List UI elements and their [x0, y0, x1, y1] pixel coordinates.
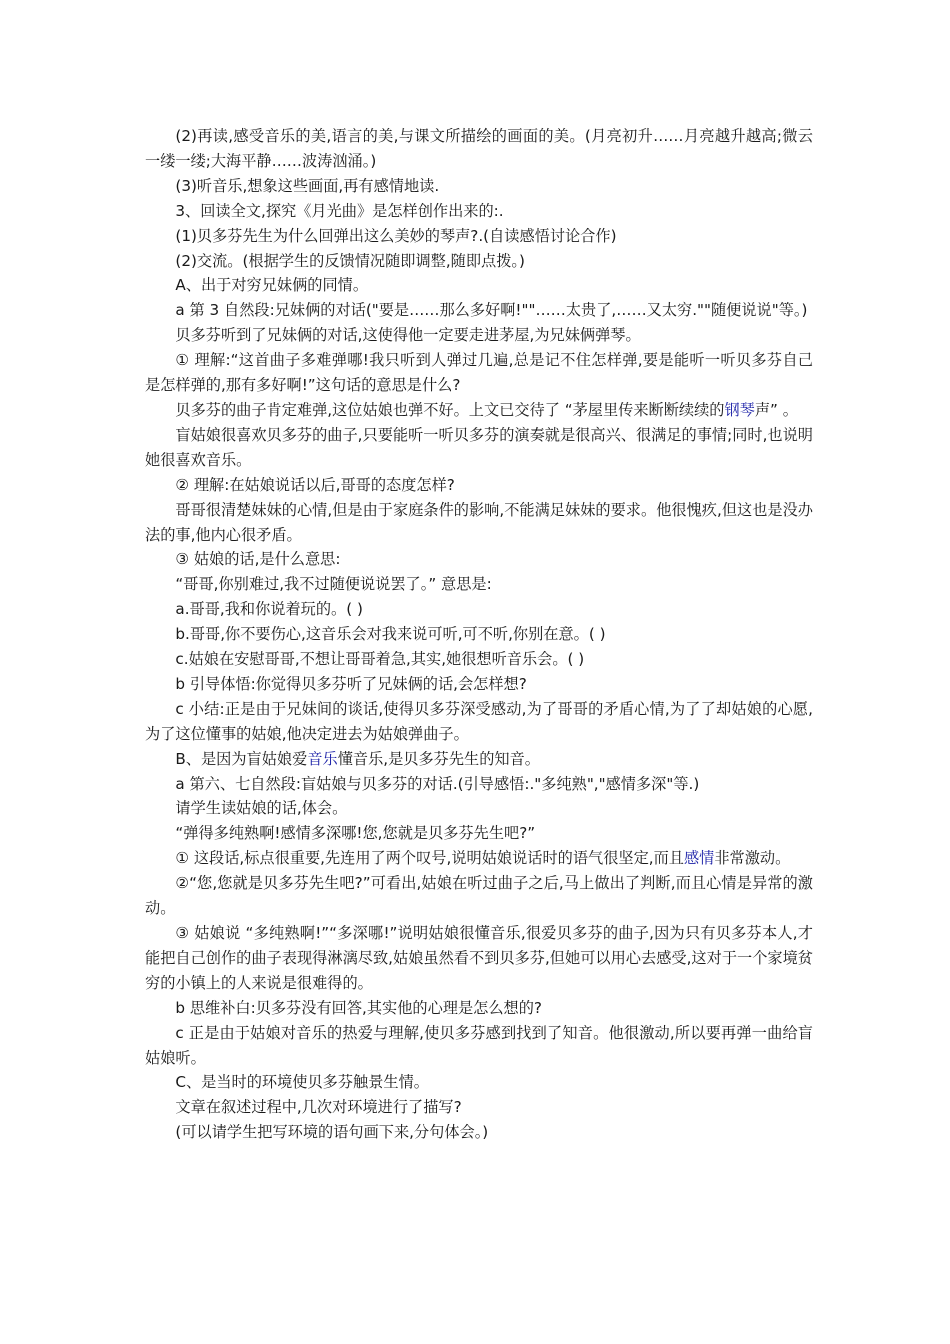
paragraph: 盲姑娘很喜欢贝多芬的曲子,只要能听一听贝多芬的演奏就是很高兴、很满足的事情;同时,也说明她很喜欢音乐。: [145, 425, 813, 469]
paragraph: (1)贝多芬先生为什么回弹出这么美妙的琴声?.(自读感悟讨论合作): [175, 226, 617, 245]
keyword-link[interactable]: 音乐: [307, 749, 338, 768]
paragraph: A、出于对穷兄妹俩的同情。: [175, 276, 369, 295]
paragraph-text: ① 这段话,标点很重要,先连用了两个叹号,说明姑娘说话时的语气很坚定,而且: [175, 849, 684, 868]
paragraph: “弹得多纯熟啊!感情多深哪!您,您就是贝多芬先生吧?”: [175, 824, 536, 843]
paragraph-text: 懂音乐,是贝多芬先生的知音。: [337, 749, 540, 768]
paragraph: (2)再读,感受音乐的美,语言的美,与课文所描绘的画面的美。(月亮初升……月亮越升越高;微云一缕一缕;大海平静……波涛汹涌。): [145, 127, 813, 170]
paragraph: (2)交流。(根据学生的反馈情况随即调整,随即点拨。): [175, 251, 525, 270]
paragraph: b 思维补白:贝多芬没有回答,其实他的心理是怎么想的?: [175, 998, 542, 1017]
paragraph: [145, 398, 813, 423]
paragraph: ③ 姑娘的话,是什么意思:: [175, 550, 341, 569]
paragraph: b.哥哥,你不要伤心,这音乐会对我来说可听,可不听,你别在意。( ): [175, 625, 606, 644]
keyword-link[interactable]: 感情: [683, 849, 715, 868]
paragraph: ③ 姑娘说 “多纯熟啊!”“多深哪!”说明姑娘很懂音乐,很爱贝多芬的曲子,因为只有贝多芬本人,才能把自己创作的曲子表现得淋漓尽致,姑娘虽然看不到贝多芬,但她可以用心去感受,这对于一个家境贫穷的小镇上的人来说是很难得的。: [145, 924, 813, 992]
paragraph: b 引导体悟:你觉得贝多芬听了兄妹俩的话,会怎样想?: [175, 674, 527, 693]
paragraph: C、是当时的环境使贝多芬触景生情。: [175, 1073, 429, 1092]
paragraph-text: 非常激动。: [714, 849, 791, 868]
paragraph: ②“您,您就是贝多芬先生吧?”可看出,姑娘在听过曲子之后,马上做出了判断,而且心情是异常的激动。: [145, 874, 813, 918]
paragraph: [145, 747, 813, 772]
paragraph: 哥哥很清楚妹妹的心情,但是由于家庭条件的影响,不能满足妹妹的要求。他很愧疚,但这也是没办法的事,他内心很矛盾。: [145, 500, 813, 544]
paragraph: a.哥哥,我和你说着玩的。( ): [175, 600, 363, 619]
paragraph: [145, 846, 813, 871]
paragraph: 贝多芬听到了兄妹俩的对话,这使得他一定要走进茅屋,为兄妹俩弹琴。: [175, 326, 641, 345]
paragraph: 3、回读全文,探究《月光曲》是怎样创作出来的:.: [175, 201, 504, 220]
paragraph: a 第六、七自然段:盲姑娘与贝多芬的对话.(引导感悟:."多纯熟","感情多深"等.): [175, 774, 700, 793]
paragraph: 请学生读姑娘的话,体会。: [175, 799, 348, 818]
paragraph: c 正是由于姑娘对音乐的热爱与理解,使贝多芬感到找到了知音。他很激动,所以要再弹一曲给盲姑娘听。: [145, 1023, 813, 1067]
paragraph: 文章在叙述过程中,几次对环境进行了描写?: [175, 1098, 462, 1117]
paragraph: ① 理解:“这首曲子多难弹哪!我只听到人弹过几遍,总是记不住怎样弹,要是能听一听贝多芬自己是怎样弹的,那有多好啊!”这句话的意思是什么?: [145, 351, 813, 395]
paragraph: “哥哥,你别难过,我不过随便说说罢了。” 意思是:: [175, 575, 492, 594]
keyword-link[interactable]: 钢琴: [724, 400, 755, 419]
paragraph: (3)听音乐,想象这些画面,再有感情地读.: [175, 176, 440, 195]
paragraph: a 第 3 自然段:兄妹俩的对话("要是……那么多好啊!""……太贵了,……又太穷.""随便说说"等。): [175, 301, 808, 320]
paragraph: (可以请学生把写环境的语句画下来,分句体会。): [175, 1123, 489, 1142]
document-body: [145, 124, 813, 1145]
paragraph-text: 贝多芬的曲子肯定难弹,这位姑娘也弹不好。上文已交待了 “茅屋里传来断断续续的: [175, 400, 725, 419]
paragraph: ② 理解:在姑娘说话以后,哥哥的态度怎样?: [175, 475, 455, 494]
paragraph: c.姑娘在安慰哥哥,不想让哥哥着急,其实,她很想听音乐会。( ): [175, 650, 585, 669]
paragraph: c 小结:正是由于兄妹间的谈话,使得贝多芬深受感动,为了哥哥的矛盾心情,为了了却姑娘的心愿,为了这位懂事的姑娘,他决定进去为姑娘弹曲子。: [145, 699, 813, 743]
paragraph-text: 声” 。: [754, 400, 798, 419]
paragraph-text: B、是因为盲姑娘爱: [175, 749, 308, 768]
